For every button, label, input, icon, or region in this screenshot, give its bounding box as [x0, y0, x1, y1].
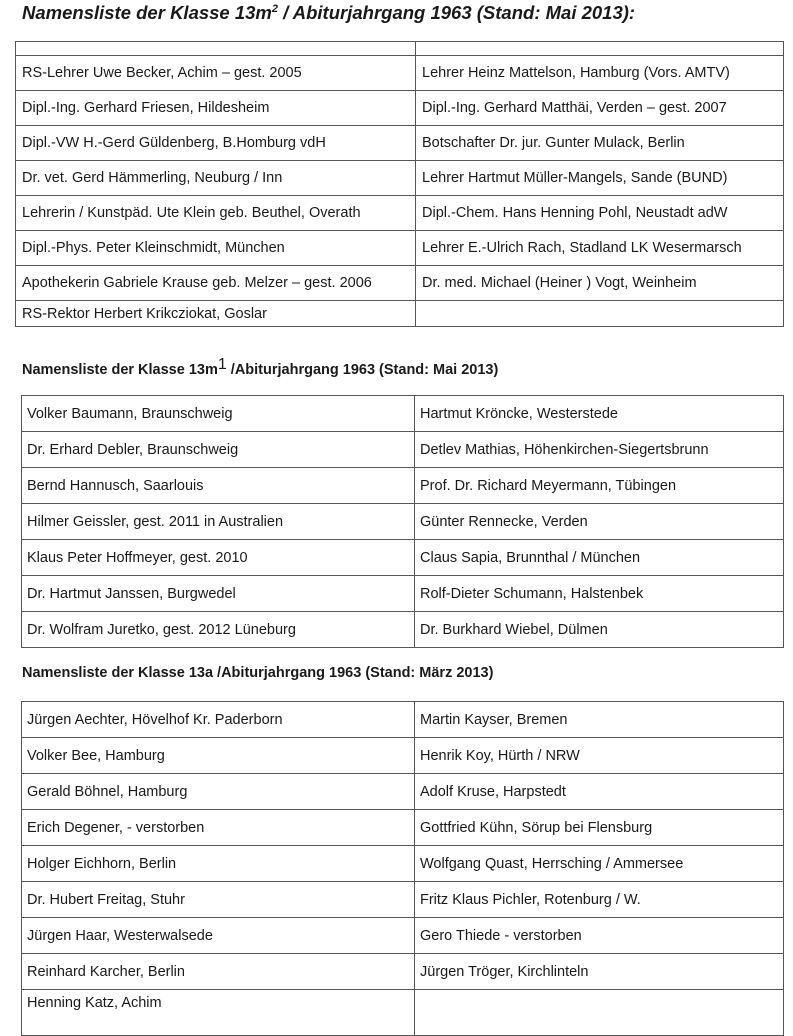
- name-cell: Lehrer Hartmut Müller-Mangels, Sande (BUND): [416, 161, 784, 196]
- name-cell: Erich Degener, - verstorben: [22, 810, 415, 846]
- name-cell: Dr. med. Michael (Heiner ) Vogt, Weinheim: [416, 266, 784, 301]
- table-row: [16, 231, 784, 266]
- section-2-title: Namensliste der Klasse $13m^1$ /Abiturjahrgang 1963 (Stand: Mai 2013): [22, 356, 499, 378]
- name-cell: Gottfried Kühn, Sörup bei Flensburg: [415, 810, 784, 846]
- name-cell: Jürgen Aechter, Hövelhof Kr. Paderborn: [22, 702, 415, 738]
- name-cell: Lehrer Heinz Mattelson, Hamburg (Vors. AMTV): [416, 56, 784, 91]
- name-cell: Dipl.-Phys. Peter Kleinschmidt, München: [16, 231, 416, 266]
- name-cell: Dr. Erhard Debler, Braunschweig: [22, 432, 415, 468]
- name-cell: Martin Kayser, Bremen: [415, 702, 784, 738]
- name-cell: Jürgen Tröger, Kirchlinteln: [415, 954, 784, 990]
- name-cell: Prof. Dr. Richard Meyermann, Tübingen: [415, 468, 784, 504]
- name-cell: Klaus Peter Hoffmeyer, gest. 2010: [22, 540, 415, 576]
- name-cell: Bernd Hannusch, Saarlouis: [22, 468, 415, 504]
- name-cell: Hilmer Geissler, gest. 2011 in Australien: [22, 504, 415, 540]
- table-row: [22, 954, 784, 990]
- name-cell: Detlev Mathias, Höhenkirchen-Siegertsbrunn: [415, 432, 784, 468]
- name-cell: RS-Rektor Herbert Krikcziokat, Goslar: [16, 301, 416, 327]
- table-row: [22, 738, 784, 774]
- name-cell: Dr. Hubert Freitag, Stuhr: [22, 882, 415, 918]
- class-13m2-table: [15, 41, 784, 327]
- name-cell: Fritz Klaus Pichler, Rotenburg / W.: [415, 882, 784, 918]
- table-row: [22, 540, 784, 576]
- name-cell: Apothekerin Gabriele Krause geb. Melzer – gest. 2006: [16, 266, 416, 301]
- table-row: [22, 810, 784, 846]
- table-row: [22, 702, 784, 738]
- section-3-title: Namensliste der Klasse 13a /Abiturjahrgang 1963 (Stand: März 2013): [22, 665, 494, 681]
- name-cell: RS-Lehrer Uwe Becker, Achim – gest. 2005: [16, 56, 416, 91]
- name-cell: Reinhard Karcher, Berlin: [22, 954, 415, 990]
- name-cell: Dipl.-Chem. Hans Henning Pohl, Neustadt adW: [416, 196, 784, 231]
- name-cell: Lehrer E.-Ulrich Rach, Stadland LK Wesermarsch: [416, 231, 784, 266]
- name-cell: Dipl.-Ing. Gerhard Matthäi, Verden – gest. 2007: [416, 91, 784, 126]
- table-row: [16, 126, 784, 161]
- section-1-title: Namensliste der Klasse $13m^2$ / Abiturjahrgang 1963 (Stand: Mai 2013):: [22, 2, 636, 23]
- name-cell: Henrik Koy, Hürth / NRW: [415, 738, 784, 774]
- name-cell: Wolfgang Quast, Herrsching / Ammersee: [415, 846, 784, 882]
- table-row: [22, 468, 784, 504]
- table-row: [22, 504, 784, 540]
- table-row: [22, 432, 784, 468]
- name-cell: Gerald Böhnel, Hamburg: [22, 774, 415, 810]
- name-cell: Dipl.-VW H.-Gerd Güldenberg, B.Homburg vdH: [16, 126, 416, 161]
- name-cell: Lehrerin / Kunstpäd. Ute Klein geb. Beuthel, Overath: [16, 196, 416, 231]
- name-cell: [416, 301, 784, 327]
- table-row: [22, 918, 784, 954]
- table-row: [22, 612, 784, 648]
- name-cell: [415, 990, 784, 1036]
- table-row: [22, 882, 784, 918]
- name-cell: Dr. vet. Gerd Hämmerling, Neuburg / Inn: [16, 161, 416, 196]
- name-cell: Dr. Burkhard Wiebel, Dülmen: [415, 612, 784, 648]
- name-cell: Claus Sapia, Brunnthal / München: [415, 540, 784, 576]
- table-row: [16, 196, 784, 231]
- table-row: [22, 846, 784, 882]
- name-cell: Adolf Kruse, Harpstedt: [415, 774, 784, 810]
- table-row: [22, 576, 784, 612]
- name-cell: Günter Rennecke, Verden: [415, 504, 784, 540]
- name-cell: Volker Bee, Hamburg: [22, 738, 415, 774]
- name-cell: Jürgen Haar, Westerwalsede: [22, 918, 415, 954]
- table-row: [22, 774, 784, 810]
- name-cell: Botschafter Dr. jur. Gunter Mulack, Berlin: [416, 126, 784, 161]
- name-cell: Dr. Hartmut Janssen, Burgwedel: [22, 576, 415, 612]
- table-row: [16, 266, 784, 301]
- class-13m1-table: [21, 395, 784, 648]
- name-cell: Hartmut Kröncke, Westerstede: [415, 396, 784, 432]
- name-cell: Holger Eichhorn, Berlin: [22, 846, 415, 882]
- name-cell: Gero Thiede - verstorben: [415, 918, 784, 954]
- table-row: [16, 161, 784, 196]
- table-row: [16, 91, 784, 126]
- table-row: [22, 396, 784, 432]
- table-row: [22, 990, 784, 1036]
- name-cell: Dr. Wolfram Juretko, gest. 2012 Lüneburg: [22, 612, 415, 648]
- table-row: [16, 301, 784, 327]
- class-13a-table: [21, 701, 784, 1036]
- name-cell: Dipl.-Ing. Gerhard Friesen, Hildesheim: [16, 91, 416, 126]
- name-cell: Henning Katz, Achim: [22, 990, 415, 1036]
- name-cell: Volker Baumann, Braunschweig: [22, 396, 415, 432]
- name-cell: Rolf-Dieter Schumann, Halstenbek: [415, 576, 784, 612]
- table-row: [16, 56, 784, 91]
